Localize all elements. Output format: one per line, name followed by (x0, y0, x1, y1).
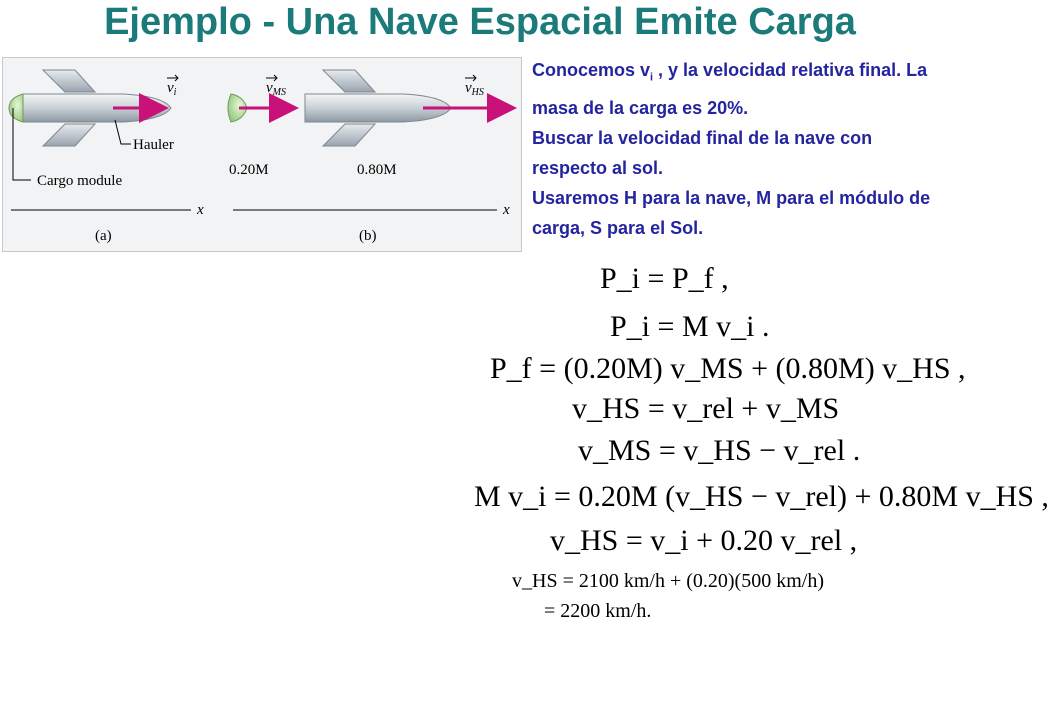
mass-cargo-label: 0.20M (229, 162, 269, 178)
equation-8: v_HS = 2100 km/h + (0.20)(500 km/h) (512, 570, 824, 592)
ship-a (9, 70, 171, 146)
x-axis-a-label: x (197, 202, 204, 218)
notation-paragraph: Usaremos H para la nave, M para el módulo de carga, S para el Sol. (532, 187, 931, 238)
equation-7: v_HS = v_i + 0.20 v_rel , (550, 524, 858, 557)
slide-title: Ejemplo - Una Nave Espacial Emite Carga (104, 1, 856, 43)
panel-b-label: (b) (359, 228, 377, 244)
cargo-module-label: Cargo module (37, 173, 123, 189)
hauler-label: Hauler (133, 137, 174, 153)
x-axis-b-label: x (503, 202, 510, 218)
equation-1: P_i = P_f , (600, 262, 729, 295)
spaceship-diagram (3, 58, 521, 251)
vhs-label: $v_{HS}$ (465, 80, 484, 98)
mass-hauler-label: 0.80M (357, 162, 397, 178)
equation-6: M v_i = 0.20M (v_HS − v_rel) + 0.80M v_HS , (474, 480, 1049, 513)
equation-9: = 2200 km/h. (544, 600, 652, 622)
equation-3: P_f = (0.20M) v_MS + (0.80M) v_HS , (490, 352, 966, 385)
task-paragraph: Buscar la velocidad final de la nave con respecto al sol. (532, 127, 873, 178)
equation-4: v_HS = v_rel + v_MS (572, 392, 840, 425)
spaceship-figure (2, 57, 522, 252)
equations (460, 258, 1049, 638)
vms-label: $v_{MS}$ (266, 80, 287, 98)
equation-5: v_MS = v_HS − v_rel . (578, 434, 861, 467)
known-values-paragraph: Conocemos $v_i$ , y la velocidad relativa final. La masa de la carga es 20%. (532, 60, 928, 118)
panel-a-label: (a) (95, 228, 112, 244)
equation-2: P_i = M v_i . (610, 310, 770, 343)
vi-label: $v_i$ (167, 80, 177, 98)
problem-text (532, 55, 952, 243)
